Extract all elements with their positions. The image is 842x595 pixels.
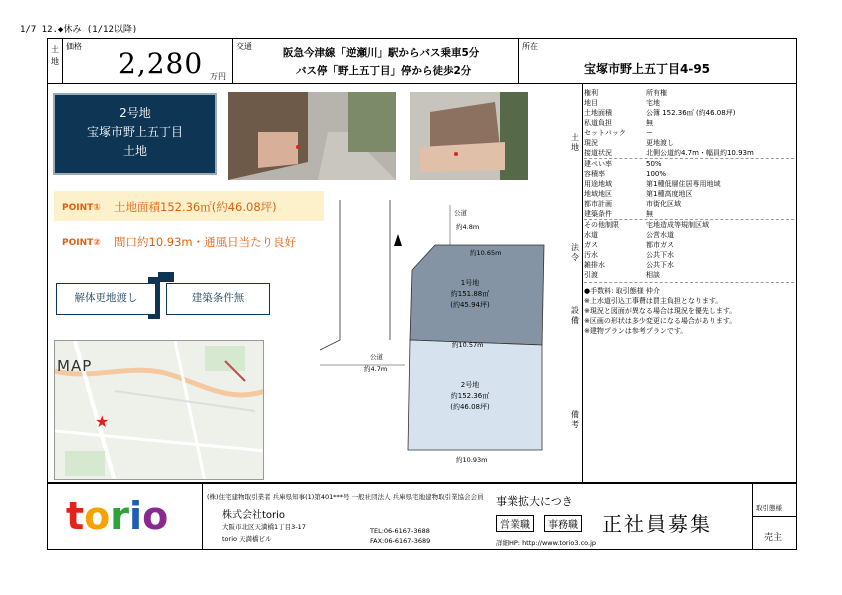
spec-column-divider — [582, 83, 583, 482]
tag-2-shadow — [158, 272, 174, 282]
logo-letter: o — [84, 494, 111, 538]
spec-note: ※区画の形状は多少変更になる場合があります。 — [584, 317, 737, 325]
lot-2-info — [440, 380, 500, 413]
spec-value: 50% — [646, 160, 662, 168]
logo-letter: i — [129, 494, 143, 538]
torio-logo — [66, 494, 168, 538]
road-north-label: 公道 — [454, 209, 467, 217]
title-line1: 2号地 — [119, 106, 151, 120]
lot-2-tsubo: (約46.08坪) — [450, 403, 490, 411]
spec-key: 権利 — [584, 89, 598, 97]
map-target-icon: ★ — [95, 412, 110, 431]
spec-key: 私道負担 — [584, 119, 612, 127]
access-line2: バス停「野上五丁目」停から徒歩2分 — [296, 65, 472, 77]
spec-row — [584, 179, 794, 189]
notes-divider — [584, 282, 794, 283]
category-label: 土地 — [51, 45, 59, 66]
spec-value: 相談 — [646, 271, 660, 279]
top-width: 約10.65m — [470, 249, 502, 257]
north-label: N — [395, 240, 400, 248]
spec-value: 公営水道 — [646, 231, 674, 239]
spec-key: 引渡 — [584, 271, 598, 279]
spec-key: ガス — [584, 241, 598, 249]
point-1-text: 土地面積152.36㎡(約46.08坪) — [114, 200, 277, 214]
spec-value: ー — [646, 129, 653, 137]
point-2-text: 間口約10.93m・通風日当たり良好 — [114, 235, 297, 249]
footer-address1: 大阪市北区天満橋1丁目3-17 — [222, 523, 306, 531]
header-divider — [47, 83, 797, 84]
plot-svg — [310, 190, 580, 475]
lot-1-tsubo: (約45.94坪) — [450, 301, 490, 309]
spec-value: 第1種低層住居専用地域 — [646, 180, 721, 188]
spec-value: 宅地 — [646, 99, 660, 107]
footer-company: 株式会社torio — [222, 510, 286, 521]
spec-value: 市街化区域 — [646, 200, 681, 208]
plot-diagram — [310, 190, 580, 475]
price-divider — [232, 38, 233, 83]
spec-key: 都市計画 — [584, 200, 612, 208]
spec-value: 100% — [646, 170, 667, 178]
spec-row — [584, 270, 794, 280]
footer-homepage: 詳細HP: http://www.torio3.co.jp — [496, 539, 597, 547]
page-header: 1/7 12.◆休み (1/12以降) — [20, 25, 138, 35]
spec-key: 容積率 — [584, 170, 605, 178]
recruit-tag-office: 事務職 — [544, 515, 582, 532]
lot-1-info — [440, 278, 500, 311]
photo-street-1 — [228, 92, 396, 180]
spec-key: 土地面積 — [584, 109, 612, 117]
spec-row — [584, 199, 794, 209]
address-value: 宝塚市野上五丁目4-95 — [584, 62, 711, 76]
mode-label: 取引態様 — [756, 504, 782, 512]
spec-row — [584, 189, 794, 199]
notes-label: 備考 — [571, 410, 579, 429]
spec-row — [584, 138, 794, 148]
bottom-width: 約10.93m — [456, 456, 488, 464]
tag-no-condition: 建築条件無 — [166, 283, 270, 315]
spec-key: 接道状況 — [584, 149, 612, 157]
spec-key: 地目 — [584, 99, 598, 107]
spec-value: 公共下水 — [646, 261, 674, 269]
road-north-width: 約4.8m — [456, 223, 480, 231]
spec-value: 第1種高度地区 — [646, 190, 693, 198]
logo-letter: r — [110, 494, 130, 538]
address-label: 所在 — [522, 42, 538, 51]
spec-rows — [584, 88, 794, 280]
spec-key: 建築条件 — [584, 210, 612, 218]
access-label: 交通 — [236, 42, 252, 51]
spec-note: ●手数料: 取引態様 仲介 — [584, 287, 660, 295]
footer-logo-divider — [202, 483, 203, 550]
spec-key: その他制限 — [584, 221, 619, 229]
spec-row — [584, 148, 794, 158]
spec-value: 宅地造成等規制区域 — [646, 221, 709, 229]
spec-key: セットバック — [584, 129, 626, 137]
spec-row — [584, 209, 794, 219]
spec-row — [584, 220, 794, 230]
spec-value: 無 — [646, 210, 653, 218]
spec-row — [584, 260, 794, 270]
spec-key: 地域地区 — [584, 190, 612, 198]
logo-letter: o — [142, 494, 169, 538]
spec-row — [584, 88, 794, 98]
recruit-tag-sales: 営業職 — [496, 515, 534, 532]
point-1-label: POINT① — [62, 203, 101, 213]
spec-value: 所有権 — [646, 89, 667, 97]
lot-1-area: 約151.88㎡ — [450, 290, 490, 298]
point-2-label: POINT② — [62, 238, 101, 248]
lot-1-name: 1号地 — [460, 279, 480, 287]
spec-value: 北側公道約4.7m・幅員約10.93m — [646, 149, 754, 157]
footer-fax: FAX:06-6167-3689 — [370, 537, 431, 545]
recruit-main: 正社員募集 — [602, 512, 712, 536]
spec-row — [584, 118, 794, 128]
road-west-width: 約4.7m — [364, 365, 388, 373]
recruit-title: 事業拡大につき — [496, 495, 573, 508]
spec-key: 雑排水 — [584, 261, 605, 269]
spec-row — [584, 98, 794, 108]
spec-key: 水道 — [584, 231, 598, 239]
spec-notes — [584, 286, 794, 336]
spec-row — [584, 169, 794, 179]
spec-value: 公共下水 — [646, 251, 674, 259]
title-box — [53, 93, 217, 175]
footer-license: (株)住宅建物取引業者 兵庫県知事(1)第401***号 一般社団法人 兵庫県宅地建物取引業協会会員 — [207, 493, 484, 501]
spec-note: ※現況と図面が異なる場合は現況を優先します。 — [584, 307, 737, 315]
title-line2: 宝塚市野上五丁目 — [86, 125, 183, 139]
footer-address2: torio 天満橋ビル — [222, 535, 272, 543]
spec-value: 無 — [646, 119, 653, 127]
section-equip: 設備 — [571, 306, 579, 325]
access-line1: 阪急今津線「逆瀬川」駅からバス乗車5分 — [283, 47, 480, 59]
mode-value: 売主 — [764, 533, 783, 543]
spec-table — [571, 88, 794, 429]
spec-key: 汚水 — [584, 251, 598, 259]
access-divider — [518, 38, 519, 83]
section-law: 法令 — [571, 243, 579, 262]
footer-divider — [47, 482, 797, 484]
tag-demolition: 解体更地渡し — [56, 283, 156, 315]
logo-letter: t — [66, 494, 85, 538]
mode-divider — [752, 516, 797, 517]
spec-row — [584, 250, 794, 260]
spec-key: 用途地域 — [584, 180, 612, 188]
lot-2-name: 2号地 — [460, 381, 480, 389]
spec-key: 現況 — [584, 139, 598, 147]
spec-value: 公簿 152.36㎡ (約46.08坪) — [646, 109, 736, 117]
road-west-label: 公道 — [370, 353, 383, 361]
spec-key: 建ぺい率 — [584, 160, 612, 168]
spec-note: ※建物プランは参考プランです。 — [584, 327, 688, 335]
spec-row — [584, 128, 794, 138]
category-divider — [62, 38, 63, 83]
price-value: 2,280 — [118, 47, 204, 80]
spec-row — [584, 108, 794, 118]
spec-row — [584, 230, 794, 240]
spec-row — [584, 159, 794, 169]
lot-2-area: 約152.36㎡ — [450, 392, 490, 400]
photo-street-2 — [410, 92, 528, 180]
title-line3: 土地 — [122, 144, 147, 158]
spec-value: 更地渡し — [646, 139, 674, 147]
footer-tel: TEL:06-6167-3688 — [370, 527, 430, 535]
mid-width: 約10.57m — [452, 341, 484, 349]
price-unit: 万円 — [210, 72, 226, 81]
spec-value: 都市ガス — [646, 241, 674, 249]
spec-note: ※上水道引込工事費は買主負担となります。 — [584, 297, 723, 305]
price-label: 価格 — [66, 42, 82, 51]
spec-row — [584, 240, 794, 250]
map-label: MAP — [57, 357, 93, 375]
section-land: 土地 — [571, 133, 579, 152]
